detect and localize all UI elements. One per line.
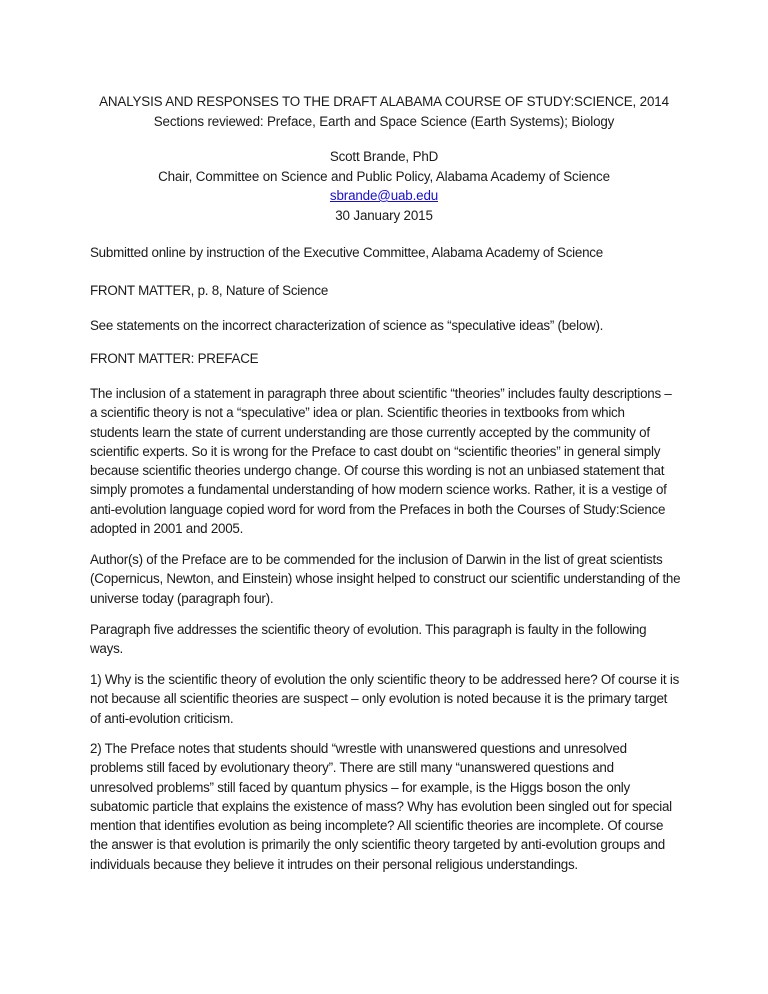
preface-paragraph-3	[90, 620, 690, 659]
text-line: of anti-evolution criticism.	[90, 710, 234, 726]
author-email-line	[0, 186, 768, 206]
paragraph	[90, 550, 690, 608]
text-line: individuals because they believe it intrudes on their personal religious understandings.	[90, 856, 578, 872]
author-block	[0, 147, 768, 225]
text-line: scientific experts. So it is wrong for the Preface to cast doubt on “scientific theories” in general simply	[90, 443, 661, 459]
preface-paragraph-2	[90, 550, 690, 608]
section-heading: FRONT MATTER, p. 8, Nature of Science	[90, 283, 329, 298]
document-title: ANALYSIS AND RESPONSES TO THE DRAFT ALABAMA COURSE OF STUDY:SCIENCE, 2014	[99, 94, 669, 109]
section-heading: FRONT MATTER: PREFACE	[90, 351, 259, 366]
text-line: not because all scientific theories are suspect – only evolution is noted because it is the primary target	[90, 691, 668, 707]
submission-note: Submitted online by instruction of the Executive Committee, Alabama Academy of Science	[90, 245, 603, 260]
author-email-link[interactable]: sbrande@uab.edu	[329, 188, 439, 203]
paragraph	[90, 384, 690, 538]
text-line: unresolved problems” still faced by quantum physics – for example, is the Higgs boson the only	[90, 779, 630, 795]
section-nature-of-science	[90, 281, 690, 300]
text-line: anti-evolution language copied word for word from the Prefaces in both the Courses of Study:Science	[90, 501, 666, 517]
section-preface	[90, 349, 690, 368]
text-line: adopted in 2001 and 2005.	[90, 521, 244, 537]
text-line: universe today (paragraph four).	[90, 590, 274, 606]
text-line: the answer is that evolution is primarily the only scientific theory targeted by anti-evolution groups and	[90, 837, 665, 853]
author-name: Scott Brande, PhD	[329, 149, 439, 164]
preface-paragraph-1	[90, 384, 690, 538]
document-subtitle: Sections reviewed: Preface, Earth and Space Science (Earth Systems); Biology	[153, 113, 615, 129]
submission-note-block	[90, 243, 690, 262]
text-line: Author(s) of the Preface are to be commended for the inclusion of Darwin in the list of great scientists	[90, 552, 663, 567]
text-line: ways.	[90, 641, 123, 657]
text-line: mention that identifies evolution as being incomplete? All scientific theories are incomplete. Of course	[90, 818, 664, 834]
text-line: See statements on the incorrect characterization of science as “speculative ideas” (below).	[90, 318, 604, 333]
text-line: 1) Why is the scientific theory of evolution the only scientific theory to be addressed here? Of course it is	[90, 672, 680, 687]
document-header	[0, 92, 768, 131]
paragraph	[90, 739, 690, 874]
paragraph	[90, 316, 690, 335]
paragraph	[90, 620, 690, 659]
text-line: students learn the state of current understanding are those currently accepted by the community of	[90, 424, 650, 440]
text-line: simply promotes a fundamental understanding of how modern science works. Rather, it is a vestige of	[90, 482, 667, 498]
text-line: a scientific theory is not a “speculative” idea or plan. Scientific theories in textbooks from which	[90, 405, 625, 421]
document-date: 30 January 2015	[335, 207, 433, 223]
preface-point-2	[90, 739, 690, 874]
section-nature-of-science-body	[90, 316, 690, 335]
text-line: (Copernicus, Newton, and Einstein) whose insight helped to construct our scientific understanding of the	[90, 571, 681, 587]
author-role: Chair, Committee on Science and Public Policy, Alabama Academy of Science	[158, 168, 610, 184]
text-line: The inclusion of a statement in paragraph three about scientific “theories” includes faulty descriptions –	[90, 386, 672, 401]
text-line: Paragraph five addresses the scientific theory of evolution. This paragraph is faulty in the following	[90, 622, 647, 637]
paragraph	[90, 670, 690, 728]
text-line: because scientific theories undergo change. Of course this wording is not an unbiased statement that	[90, 463, 665, 479]
text-line: subatomic particle that explains the existence of mass? Why has evolution been singled out for special	[90, 798, 672, 814]
text-line: problems still faced by evolutionary theory”. There are still many “unanswered questions and	[90, 760, 614, 776]
preface-point-1	[90, 670, 690, 728]
text-line: 2) The Preface notes that students should “wrestle with unanswered questions and unresolved	[90, 741, 627, 756]
